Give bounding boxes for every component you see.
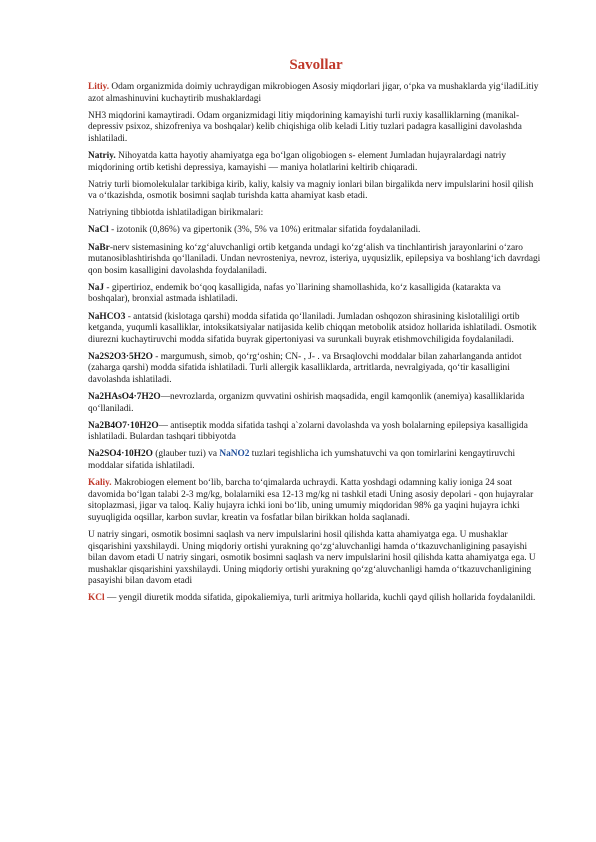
- paragraph-na2b4o7: Na2B4O7·10H2O— antiseptik modda sifatida tashqi a`zolarni davolashda va yosh bolalarning epilepsiya kasalligida ishlatiladi. Bulardan tashqari tibbiyotda: [88, 420, 528, 443]
- paragraph-kaliy: Kaliy. Makrobiogen element bo‘lib, barcha to‘qimalarda uchraydi. Katta yoshdagi odamning kaliy ioniga 24 soat davomida bo‘lgan talabi 2-3 mg/kg, bolalarniki esa 12-13 mg/kg ni tashkil etadi Uning asosiy depolari - qon hujayralar sitoplazmasi, jigar va taloq. Kaliy hujayra ichki ioni bo‘lib, uning umumiy miqdoridan 98% ga yaqini hujayra ichki suyuqligida oqsillar, karbon suvlar, kreatin va fosfatlar bilan birikkan holda saqlanadi.: [88, 478, 534, 523]
- term-na2so4: Na2SO4·10H2O: [88, 449, 153, 460]
- paragraph-naj: NaJ - gipertirioz, endemik bo‘qoq kasalligida, nafas yo`llarining shamollashida, ko‘z kasalligida (katarakta va boshqalar), bronxial astmada ishlatiladi.: [88, 282, 501, 305]
- paragraph-compounds-intro: Natriyning tibbiotda ishlatiladigan birikmalari:: [88, 208, 264, 219]
- paragraph-nabr: NaBr-nerv sistemasining ko‘zg‘aluvchanligi ortib ketganda undagi ko‘zg‘alish va tinchlantirish jarayonlarini o‘zaro mutanosiblashtirishda qo‘llaniladi. Undan nevrosteniya, nevroz, isteriya, uyqusizlik, epilepsiya va boshlang‘ich davrdagi qon bosim kasalligini davolashda foydalaniladi.: [88, 242, 541, 276]
- term-nahco3: NaHCO3: [88, 311, 126, 322]
- paragraph-nacl: NaCl - izotonik (0,86%) va gipertonik (3%, 5% va 10%) eritmalar sifatida foydalaniladi.: [88, 225, 421, 236]
- term-naj: NaJ: [88, 282, 105, 293]
- term-kcl: KCl: [88, 593, 105, 604]
- term-na2s2o3: Na2S2O3·5H2O: [88, 351, 153, 362]
- paragraph-natriy: Natriy. Nihoyatda katta hayotiy ahamiyatga ega bo‘lgan oligobiogen s- element Jumladan hujayralardagi natriy miqdorining ortib ketishi depressiya, kamayishi — maniya holatlarini keltirib chiqaradi.: [88, 150, 507, 173]
- term-nano2: NaNO2: [219, 449, 250, 460]
- paragraph-nh3: NH3 miqdorini kamaytiradi. Odam organizmidagi litiy miqdorining kamayishi turli ruxiy kasalliklarning (manikal-depressiv psixoz, shizofreniya va boshqalar) kelib chiqishiga olib keladi Litiy tuzlari padagra kasalligini davolashda ishlatiladi.: [88, 110, 522, 144]
- term-nabr: NaBr: [88, 242, 110, 253]
- paragraph-kaliy-osmotic: U natriy singari, osmotik bosimni saqlash va nerv impulslarini hosil qilishda katta ahamiyatga ega. U mushaklar qisqarishini yaxshilaydi. Uning miqdoriy ortishi yurakning qo‘zg‘aluvchanligi hamda o‘tkazuvchanligining pasayishi bilan davom etadi U natriy singari, osmotik bosimni saqlash va nerv impulslarini hosil qilishda katta ahamiyatga ega. U mushaklar qisqarishini yaxshilaydi. Uning miqdoriy ortishi yurakning qo‘zg‘aluvchanligi hamda o‘tkazuvchanligining pasayishi bilan davom etadi: [88, 530, 536, 587]
- paragraph-na2hаso4: Na2HAsO4·7H2O—nevrozlarda, organizm quvvatini oshirish maqsadida, engil kamqonlik (anemiya) kasalliklarida qo‘llaniladi.: [88, 392, 525, 414]
- term-kaliy: Kaliy.: [88, 478, 112, 489]
- term-na2b4o7: Na2B4O7·10H2O: [88, 420, 159, 431]
- paragraph-na2s2o3: Na2S2O3·5H2O - margumush, simob, qo‘rg‘oshin; CN- , J- . va Brsaqlovchi moddalar bilan zaharlanganda antidot (zaharga qarshi) modda sifatida ishlatiladi. Turli allergik kasalliklarda, artritlarda, nevralgiyada, qo‘tir kasalligini davolashda ishlatiladi.: [88, 351, 522, 385]
- paragraph-nahco3: NaHCO3 - antatsid (kislotaga qarshi) modda sifatida qo‘llaniladi. Jumladan oshqozon shirasining kislotaliligi ortib ketganda, yuqumli kasalliklar, intoksikatsiyalar natijasida kelib chiqqan metobolik atsidoz hollarida ishlatiladi. Osmotik diurezni kuchaytiruvchi modda sifatida buyrak gipertoniyasi va surunkali buyrak etishmovchiligida foydalaniladi.: [88, 311, 537, 345]
- term-nacl: NaCl: [88, 225, 109, 236]
- paragraph-litiy: Litiy. Odam organizmida doimiy uchraydigan mikrobiogen Asosiy miqdorlari jigar, o‘pka va mushaklarda yig‘iladiLitiy azot almashinuvini kuchaytirib mushaklardagi: [88, 82, 539, 104]
- term-litiy: Litiy.: [88, 82, 110, 92]
- term-na2haso4: Na2HAsO4·7H2O: [88, 392, 161, 403]
- paragraph-na2so4: Na2SO4·10H2O (glauber tuzi) va NaNO2 tuzlari tegishlicha ich yumshatuvchi va qon tomirlarini kengaytiruvchi moddalar sifatida ishlatiladi.: [88, 449, 516, 472]
- page-title: Savollar: [289, 57, 343, 73]
- paragraph-natriy-biomolecules: Natriy turli biomolekulalar tarkibiga kirib, kaliy, kalsiy va magniy ionlari bilan birgalikda nerv impulslarini hosil qilish va o‘tkazishda, osmotik bosimni saqlab turishda katta ahamiyat kasb etadi.: [88, 179, 534, 202]
- term-natriy: Natriy.: [88, 150, 116, 161]
- paragraph-kcl: KCl — yengil diuretik modda sifatida, gipokaliemiya, turli aritmiya hollarida, kuchli qayd qilish hollarida foydalanildi.: [88, 593, 536, 604]
